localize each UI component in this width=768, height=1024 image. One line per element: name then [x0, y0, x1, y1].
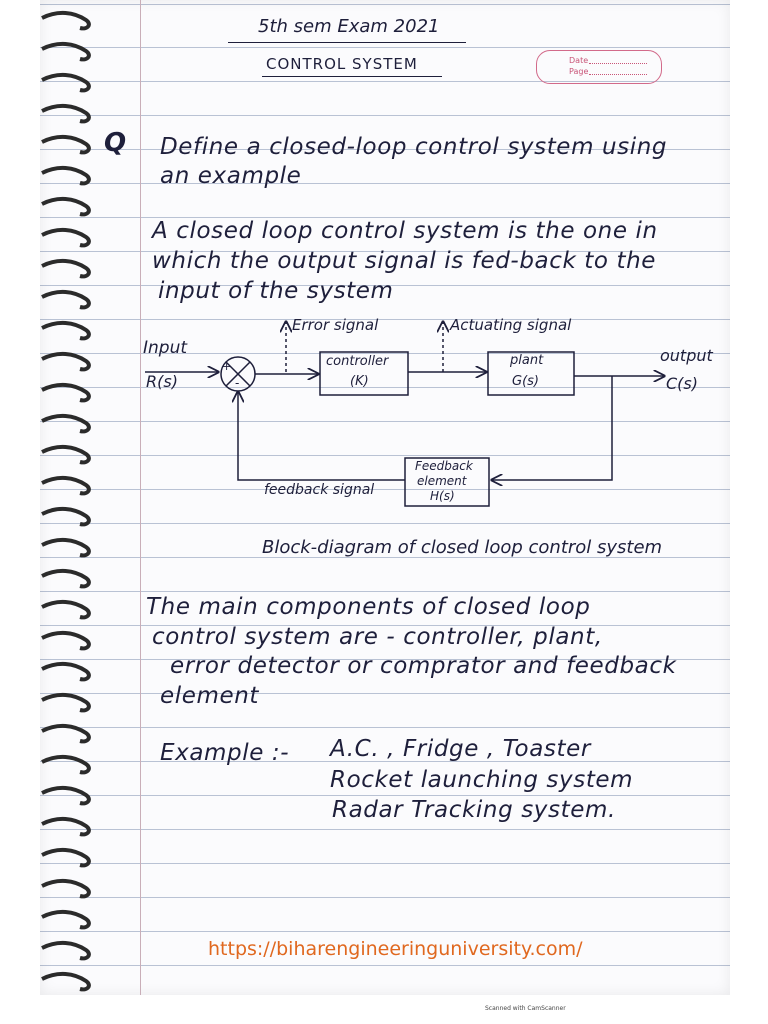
question-marker: Q — [104, 128, 127, 158]
minus-sign: - — [235, 376, 240, 390]
feedback-element-line-1: Feedback — [415, 459, 473, 473]
feedback-element-line-2: element — [417, 474, 467, 488]
answer-line-1: A closed loop control system is the one in — [152, 218, 658, 244]
website-watermark: https://biharengineeringuniversity.com/ — [208, 938, 583, 960]
exam-title: 5th sem Exam 2021 — [258, 16, 440, 37]
components-line-1: The main components of closed loop — [146, 594, 591, 620]
components-line-2: control system are - controller, plant, — [152, 624, 603, 650]
feedback-path-left — [238, 392, 405, 480]
error-signal-label: Error signal — [292, 316, 379, 334]
actuating-signal-label: Actuating signal — [450, 316, 572, 334]
answer-line-2: which the output signal is fed-back to the — [152, 248, 657, 274]
example-line-2: Rocket launching system — [330, 767, 634, 793]
scanner-footer: Scanned with CamScanner — [485, 1005, 566, 1012]
output-label: output — [660, 346, 713, 365]
example-label: Example :- — [160, 740, 290, 766]
controller-gain: (K) — [350, 374, 369, 389]
question-line-2: an example — [160, 163, 302, 189]
diagram-caption: Block-diagram of closed loop control system — [262, 537, 663, 558]
input-label: Input — [143, 338, 188, 358]
stamp-page-label: Page — [569, 67, 589, 76]
components-line-4: element — [160, 683, 260, 709]
feedback-signal-label: feedback signal — [264, 482, 375, 498]
feedback-path-right — [492, 376, 612, 480]
components-line-3: error detector or comprator and feedback — [170, 653, 677, 679]
example-line-3: Radar Tracking system. — [332, 797, 616, 823]
output-symbol: C(s) — [666, 374, 698, 393]
answer-line-3: input of the system — [158, 278, 394, 304]
input-symbol: R(s) — [146, 372, 178, 391]
example-line-1: A.C. , Fridge , Toaster — [330, 736, 591, 762]
stamp-date-label: Date — [569, 56, 589, 65]
feedback-element-line-3: H(s) — [430, 489, 455, 503]
subject-title: CONTROL SYSTEM — [266, 55, 418, 73]
plant-transfer: G(s) — [512, 374, 539, 389]
plus-sign: + — [222, 360, 232, 373]
controller-label: controller — [326, 354, 389, 369]
plant-label: plant — [510, 353, 544, 368]
question-line-1: Define a closed-loop control system using — [160, 134, 668, 160]
